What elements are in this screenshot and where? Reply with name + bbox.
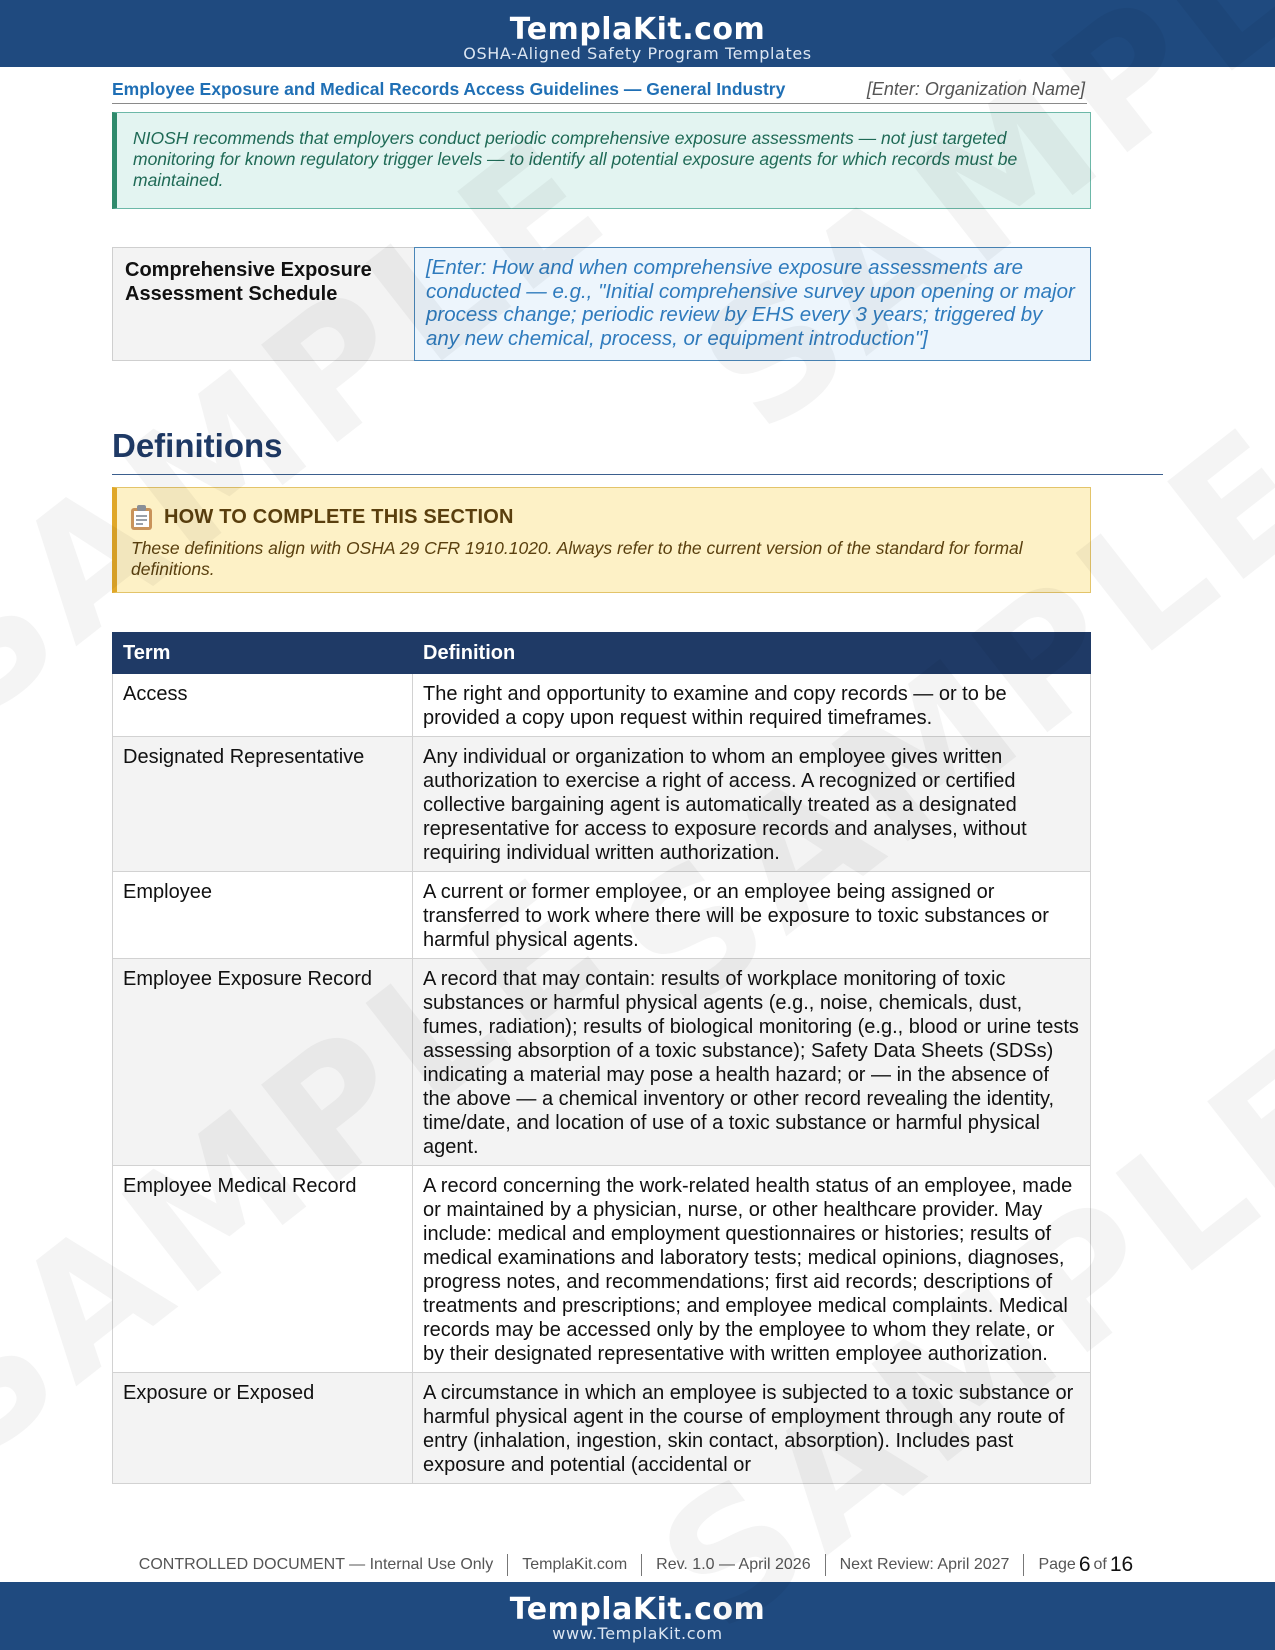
definition-cell: A record concerning the work-related health status of an employee, made or maintained by a physician, nurse, or other healthcare provider. May include: medical and employment questionnaires or histories; results of medical examinations and laboratory tests; medical opinions, diagnoses, progress notes, and recommendations; first aid records; descriptions of treatments and prescriptions; and employee medical complaints. Medical records may be accessed only by the employee to whom they relate, or by their designated representative with written employee authorization. [413, 1166, 1091, 1373]
page-word: Page [1038, 1556, 1076, 1573]
running-header [112, 76, 1087, 104]
callout-text: These definitions align with OSHA 29 CFR 1910.1020. Always refer to the current version of the standard for formal definitions. [131, 538, 1023, 579]
definitions-table [112, 632, 1091, 1484]
table-row [113, 674, 1091, 737]
term-cell: Designated Representative [113, 737, 413, 872]
term-cell: Access [113, 674, 413, 737]
table-header-row [113, 633, 1091, 674]
brand-title: TemplaKit.com [509, 12, 766, 47]
sample-watermark [666, 0, 1275, 470]
niosh-note-text: NIOSH recommends that employers conduct periodic comprehensive exposure assessments — not just targeted monitoring for known regulatory trigger levels — to identify all potential exposure agents for which records must be maintained. [133, 128, 1018, 190]
term-cell: Employee [113, 872, 413, 959]
niosh-note [112, 112, 1091, 209]
column-header-definition: Definition [413, 633, 1091, 674]
term-cell: Exposure or Exposed [113, 1373, 413, 1484]
footer-brand: TemplaKit.com [509, 1592, 766, 1627]
column-header-term: Term [113, 633, 413, 674]
footer-divider [507, 1554, 508, 1576]
page-current: 6 [1078, 1553, 1091, 1576]
of-word: of [1093, 1556, 1107, 1573]
term-cell: Employee Medical Record [113, 1166, 413, 1373]
footer-divider [825, 1554, 826, 1576]
revision-label: Rev. 1.0 — April 2026 [656, 1556, 811, 1573]
definition-cell: The right and opportunity to examine and copy records — or to be provided a copy upon request within required timeframes. [413, 674, 1091, 737]
section-heading: Definitions [112, 427, 283, 464]
section-divider [112, 474, 1163, 475]
callout-title: HOW TO COMPLETE THIS SECTION [164, 506, 514, 528]
next-review-label: Next Review: April 2027 [839, 1556, 1010, 1573]
assessment-schedule-field[interactable]: [Enter: How and when comprehensive exposure assessments are conducted — e.g., "Initial comprehensive survey upon opening or major process change; periodic review by EHS every 3 years; triggered by any new chemical, process, or equipment introduction"] [414, 247, 1091, 361]
controlled-document-notice: CONTROLLED DOCUMENT — Internal Use Only [138, 1556, 494, 1573]
table-row [113, 1166, 1091, 1373]
definition-cell: Any individual or organization to whom an employee gives written authorization to exercise a right of access. A recognized or certified collective bargaining agent is automatically treated as a designated representative for access to exposure records and analyses, without requiring individual written authorization. [413, 737, 1091, 872]
how-to-callout [112, 487, 1091, 593]
assessment-schedule-table [112, 247, 1090, 361]
definition-cell: A record that may contain: results of workplace monitoring of toxic substances or harmful physical agents (e.g., noise, chemicals, dust, fumes, radiation); results of biological monitoring (e.g., blood or urine tests assessing absorption of a toxic substance); Safety Data Sheets (SDSs) indicating a material may pose a health hazard; or — in the absence of the above — a chemical inventory or other record revealing the identity, time/date, and location of use of a toxic substance or harmful physical agent. [413, 959, 1091, 1166]
header-band [0, 0, 1275, 67]
assessment-schedule-label: Comprehensive Exposure Assessment Schedule [113, 248, 414, 360]
table-row [113, 737, 1091, 872]
footer-divider [641, 1554, 642, 1576]
table-row [113, 1373, 1091, 1484]
brand-tagline: OSHA-Aligned Safety Program Templates [463, 44, 812, 63]
page-footer [112, 1550, 1163, 1580]
organization-name-field[interactable]: [Enter: Organization Name] [866, 79, 1085, 99]
page-total: 16 [1109, 1553, 1134, 1576]
footer-site: TemplaKit.com [522, 1556, 628, 1573]
term-cell: Employee Exposure Record [113, 959, 413, 1166]
footer-divider [1023, 1554, 1024, 1576]
footer-url: www.TemplaKit.com [552, 1624, 723, 1643]
definition-cell: A circumstance in which an employee is subjected to a toxic substance or harmful physical agent in the course of employment through any route of entry (inhalation, ingestion, skin contact, absorption). Includes past exposure and potential (accidental or [413, 1373, 1091, 1484]
table-row [113, 959, 1091, 1166]
footer-band [0, 1582, 1275, 1650]
document-title: Employee Exposure and Medical Records Access Guidelines — General Industry [112, 79, 786, 99]
table-row [113, 872, 1091, 959]
clipboard-icon [131, 505, 152, 530]
definition-cell: A current or former employee, or an employee being assigned or transferred to work where there will be exposure to toxic substances or harmful physical agents. [413, 872, 1091, 959]
